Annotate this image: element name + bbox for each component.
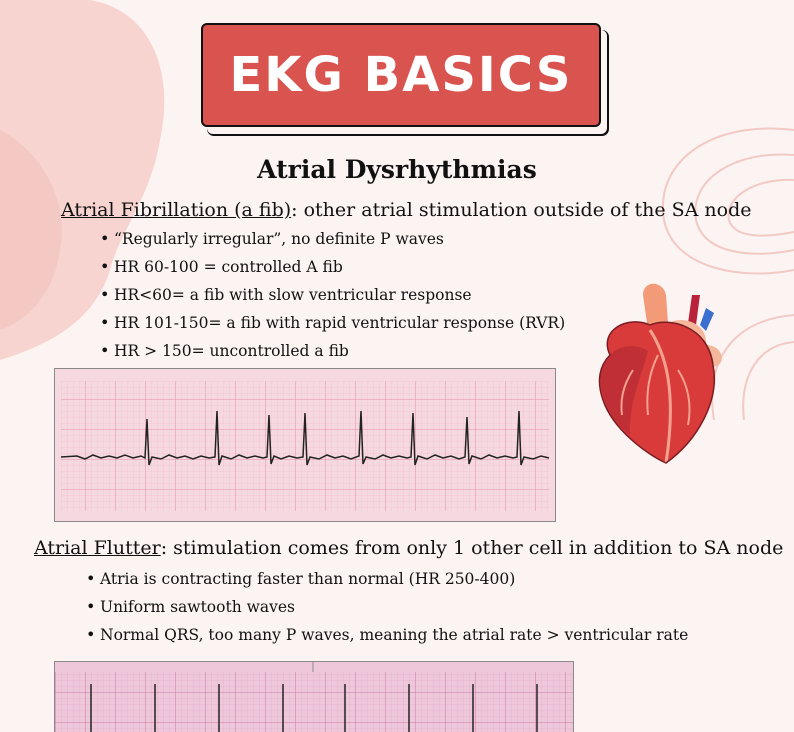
list-item: • HR > 150= uncontrolled a fib — [100, 337, 565, 365]
list-item: • Uniform sawtooth waves — [86, 593, 688, 621]
afib-bullet-list — [100, 225, 565, 365]
list-item: • HR 101-150= a fib with rapid ventricular response (RVR) — [100, 309, 565, 337]
afib-ekg-strip — [54, 368, 556, 522]
section-heading: Atrial Dysrhythmias — [257, 155, 537, 184]
page-title: EKG BASICS — [229, 47, 573, 103]
afib-subheading — [61, 199, 752, 221]
aflutter-definition: : stimulation comes from only 1 other cell in addition to SA node — [160, 537, 784, 559]
list-item: • Normal QRS, too many P waves, meaning the atrial rate > ventricular rate — [86, 621, 688, 649]
heart-illustration — [588, 275, 738, 470]
list-item: • HR 60-100 = controlled A fib — [100, 253, 565, 281]
afib-definition: : other atrial stimulation outside of the SA node — [291, 199, 752, 221]
title-banner — [201, 23, 601, 127]
list-item: • Atria is contracting faster than normal (HR 250-400) — [86, 565, 688, 593]
list-item: • “Regularly irregular”, no definite P waves — [100, 225, 565, 253]
aflutter-bullet-list — [86, 565, 688, 649]
list-item: • HR<60= a fib with slow ventricular response — [100, 281, 565, 309]
aflutter-term: Atrial Flutter — [34, 537, 161, 559]
afib-term: Atrial Fibrillation (a fib) — [61, 199, 292, 221]
aflutter-ekg-strip — [54, 661, 574, 732]
aflutter-subheading — [34, 537, 783, 559]
